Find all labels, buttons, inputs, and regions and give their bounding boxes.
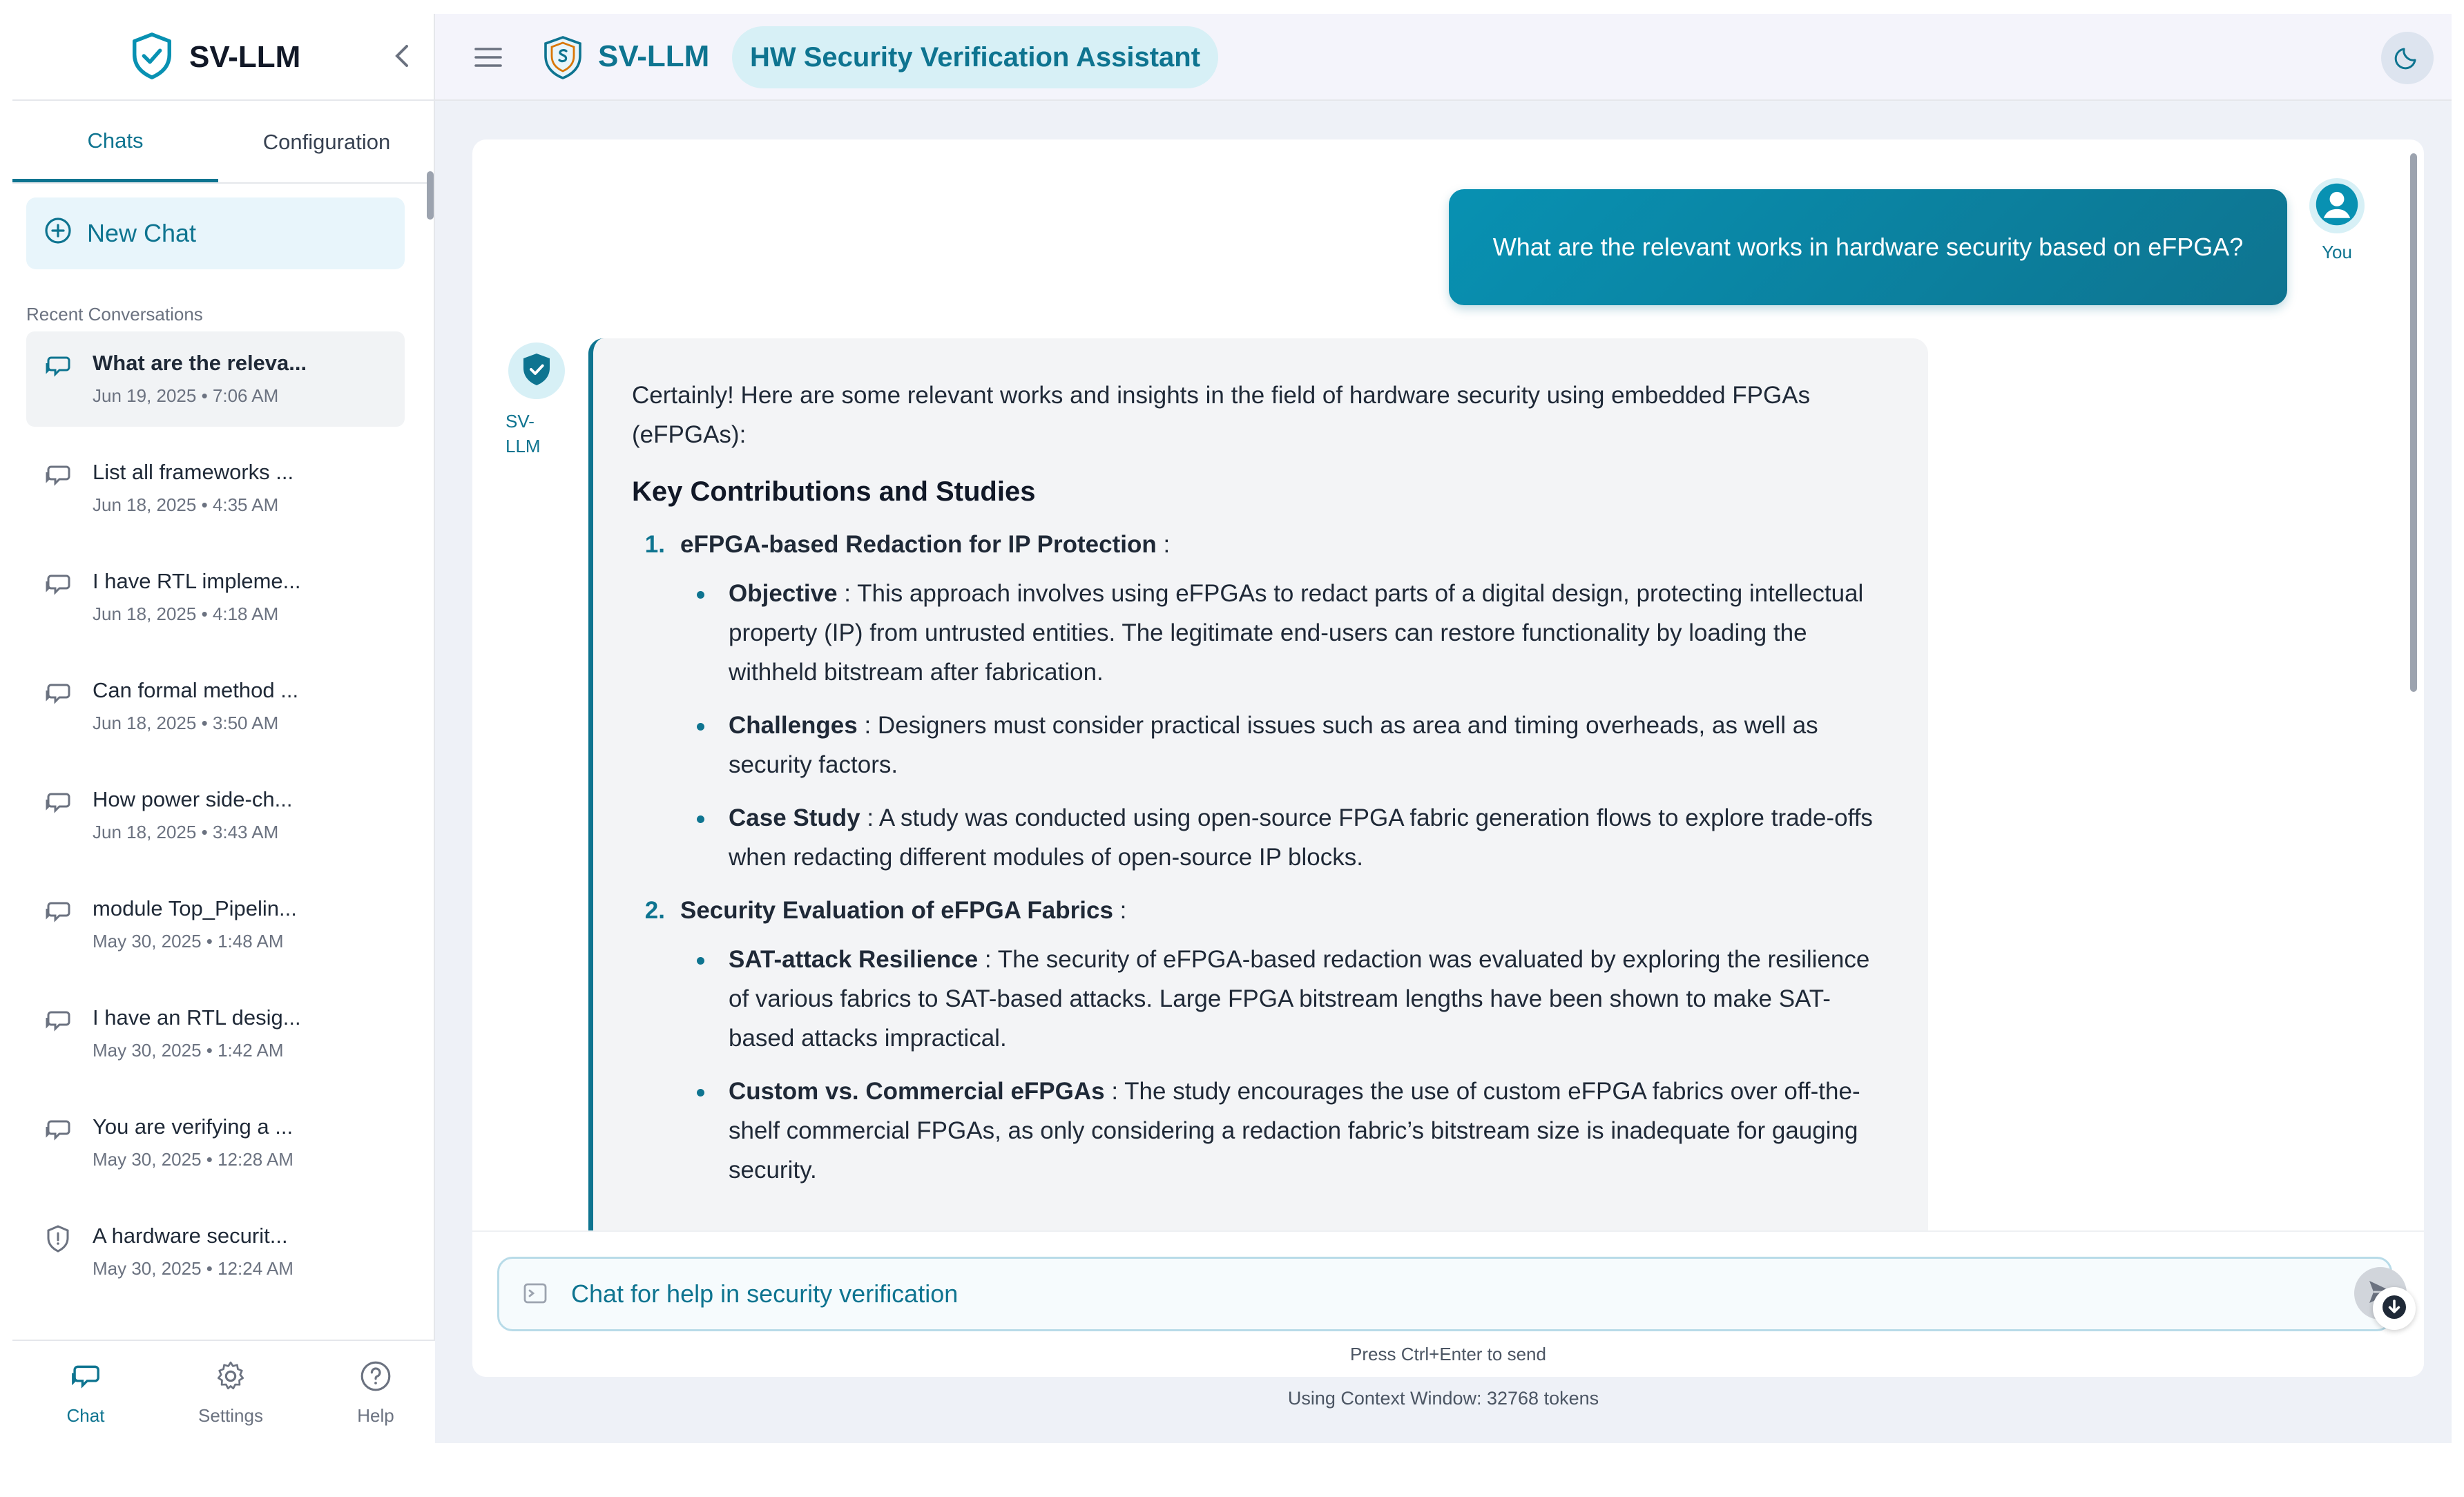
bullet-text: This approach involves using eFPGAs to redact parts of a digital design, protecting intellectual property (IP) from untrusted entities. The legitimate end-users can restore functionality by loading the withheld bitstream after fabrication.: [729, 580, 1864, 686]
bullet-item: Custom vs. Commercial eFPGAs : The study encourages the use of custom eFPGA fabrics over off-the-shelf commercial FPGAs, as only considering a redaction fabric’s bitstream size is inadequate for gauging security.: [632, 1072, 1891, 1190]
conversation-time: May 30, 2025 • 1:48 AM: [93, 931, 284, 952]
footer-nav-chat-label: Chat: [66, 1405, 105, 1426]
shield-check-icon: [130, 32, 174, 84]
footer-nav-chat[interactable]: [37, 1359, 134, 1427]
send-hint: Press Ctrl+Enter to send: [1350, 1344, 1546, 1364]
scroll-down-button[interactable]: [2373, 1287, 2416, 1330]
bullet-dot: [697, 957, 704, 965]
terminal-icon: [521, 1279, 549, 1307]
numbered-section: 2. Security Evaluation of eFPGA Fabrics : SAT-attack Resilience : The security of eFPGA-based redaction was evaluated by exploring the resilience of various fabrics to SAT-based attacks. Large FPGA bitstream lengths have been shown to make SAT-based attacks impractical. Custom vs. Commercial eFPGAs : The study encourages the use of custom eFPGA fabrics over off-the-shelf commercial FPGAs, as only considering a redaction fabric’s bitstream size is inadequate for gauging security.: [632, 891, 1891, 1190]
chat-icon: [68, 1359, 103, 1398]
collapse-sidebar-button[interactable]: [385, 41, 417, 73]
assistant-avatar: [508, 342, 565, 399]
bullet-term: Custom vs. Commercial eFPGAs: [729, 1078, 1105, 1105]
conversation-time: Jun 19, 2025 • 7:06 AM: [93, 385, 279, 406]
chat-panel: [472, 139, 2424, 1377]
section-number: 1.: [644, 531, 665, 558]
gear-icon: [213, 1359, 248, 1398]
chat-icon: [43, 569, 73, 599]
top-bar: [435, 14, 2452, 101]
assistant-intro: Certainly! Here are some relevant works and insights in the field of hardware security using embedded FPGAs (eFPGAs):: [632, 382, 1811, 448]
chat-icon: [43, 787, 73, 818]
shield-logo-icon: [540, 35, 586, 80]
bullet-dot: [697, 815, 704, 823]
sidebar: [12, 14, 435, 1443]
conversation-title: List all frameworks ...: [93, 460, 294, 484]
shield-check-icon: [521, 352, 552, 390]
chat-icon: [43, 1005, 73, 1036]
bullet-text: The security of eFPGA-based redaction was evaluated by exploring the resilience of various fabrics to SAT-based attacks. Large FPGA bitstream lengths have been shown to make SAT-based attacks impractical.: [729, 946, 1870, 1052]
assistant-heading: Key Contributions and Studies: [632, 476, 1036, 507]
conversation-time: Jun 18, 2025 • 3:50 AM: [93, 713, 279, 733]
section-title: eFPGA-based Redaction for IP Protection: [680, 531, 1157, 558]
footer-nav-settings-label: Settings: [198, 1405, 263, 1426]
tab-chats[interactable]: Chats: [12, 102, 218, 182]
sidebar-footer-nav: [12, 1340, 435, 1443]
list-item[interactable]: [26, 550, 405, 645]
list-item[interactable]: [26, 986, 405, 1081]
chat-input-placeholder: Chat for help in security verification: [571, 1279, 959, 1308]
moon-icon: [2394, 43, 2421, 74]
sidebar-header: [12, 14, 435, 101]
shield-icon: [43, 1224, 73, 1254]
chat-icon: [43, 460, 73, 490]
app-title: SV-LLM: [598, 39, 710, 73]
chevron-left-icon: [393, 44, 410, 72]
bullet-text: A study was conducted using open-source FPGA fabric generation flows to explore trade-offs when redacting different modules of open-source IP blocks.: [729, 804, 1873, 871]
conversation-title: A hardware securit...: [93, 1224, 288, 1248]
list-item[interactable]: [26, 331, 405, 427]
conversation-title: I have an RTL desig...: [93, 1005, 301, 1030]
chat-icon: [43, 678, 73, 708]
bullet-text: Designers must consider practical issues such as area and timing overheads, as well as security factors.: [729, 712, 1818, 778]
app-subtitle-badge: HW Security Verification Assistant: [732, 26, 1218, 88]
section-number: 2.: [644, 897, 665, 924]
section-title: Security Evaluation of eFPGA Fabrics: [680, 897, 1113, 924]
conversation-title: You are verifying a ...: [93, 1114, 293, 1139]
bullet-item: SAT-attack Resilience : The security of eFPGA-based redaction was evaluated by exploring the resilience of various fabrics to SAT-based attacks. Large FPGA bitstream lengths have been shown to make SAT-based attacks impractical.: [632, 940, 1891, 1058]
theme-toggle-button[interactable]: [2381, 32, 2434, 84]
tab-configuration[interactable]: Configuration: [262, 130, 391, 154]
chat-scrollbar[interactable]: [2410, 153, 2417, 692]
user-avatar: [2309, 178, 2365, 233]
sidebar-scrollbar[interactable]: [427, 171, 434, 220]
footer-nav-settings[interactable]: [182, 1359, 279, 1427]
footer-nav-help-label: Help: [357, 1405, 394, 1426]
conversation-title: What are the releva...: [93, 351, 307, 375]
bullet-term: SAT-attack Resilience: [729, 946, 979, 973]
sidebar-brand: [130, 29, 300, 86]
chat-icon: [43, 896, 73, 927]
main-area: [435, 14, 2452, 1443]
list-item[interactable]: [26, 877, 405, 972]
list-item[interactable]: [26, 659, 405, 754]
conversation-title: module Top_Pipelin...: [93, 896, 297, 920]
conversation-title: I have RTL impleme...: [93, 569, 301, 593]
conversation-time: May 30, 2025 • 1:42 AM: [93, 1040, 284, 1061]
bullet-text: The study encourages the use of custom eFPGA fabrics over off-the-shelf commercial FPGAs, as only considering a redaction fabric’s bitstream size is inadequate for gauging security.: [729, 1078, 1860, 1184]
footer-nav-help[interactable]: [327, 1359, 424, 1427]
bullet-term: Objective: [729, 580, 838, 607]
bullet-dot: [697, 1089, 704, 1097]
assistant-label: SV-LLM: [506, 411, 541, 456]
plus-circle-icon: [44, 217, 72, 251]
bullet-term: Challenges: [729, 712, 858, 739]
list-item[interactable]: [26, 441, 405, 536]
list-item[interactable]: [26, 768, 405, 863]
context-window-status: Using Context Window: 32768 tokens: [1287, 1388, 1599, 1409]
chat-input[interactable]: [497, 1257, 2392, 1331]
sidebar-tabs: [12, 102, 435, 184]
chat-icon: [43, 351, 73, 381]
chat-icon: [43, 1114, 73, 1145]
list-item[interactable]: [26, 1095, 405, 1190]
bullet-item: Case Study : A study was conducted using open-source FPGA fabric generation flows to explore trade-offs when redacting different modules of open-source IP blocks.: [632, 798, 1891, 877]
user-message-bubble: What are the relevant works in hardware security based on eFPGA?: [1449, 189, 2287, 305]
assistant-message-bubble: [588, 338, 1928, 1377]
composer: [472, 1230, 2424, 1377]
conversation-time: Jun 18, 2025 • 4:35 AM: [93, 494, 279, 515]
arrow-down-circle-icon: [2380, 1293, 2408, 1324]
conversation-title: Can formal method ...: [93, 678, 299, 702]
new-chat-label: New Chat: [87, 219, 197, 247]
conversation-title: How power side-ch...: [93, 787, 293, 811]
list-item[interactable]: [26, 1204, 405, 1300]
conversation-list: [26, 331, 405, 1353]
conversation-time: May 30, 2025 • 12:24 AM: [93, 1258, 293, 1279]
menu-button[interactable]: [471, 41, 506, 76]
sidebar-brand-title: SV-LLM: [189, 40, 301, 74]
conversation-time: May 30, 2025 • 12:28 AM: [93, 1149, 293, 1170]
recent-conversations-heading: Recent Conversations: [26, 304, 203, 325]
conversation-time: Jun 18, 2025 • 3:43 AM: [93, 822, 279, 842]
bullet-dot: [697, 723, 704, 731]
bullet-term: Case Study: [729, 804, 860, 831]
numbered-section: 1. eFPGA-based Redaction for IP Protection : Objective : This approach involves using eFPGAs to redact parts of a digital design, protecting intellectual property (IP) from untrusted entities. The legitimate end-users can restore functionality by loading the withheld bitstream after fabrication. Challenges : Designers must consider practical issues such as area and timing overheads, as well as security factors. Case Study : A study was conducted using open-source FPGA fabric generation flows to explore trade-offs when redacting different modules of open-source IP blocks.: [632, 525, 1891, 877]
help-icon: [358, 1359, 393, 1398]
bullet-dot: [697, 591, 704, 599]
user-label: You: [2322, 242, 2352, 262]
hamburger-icon: [473, 45, 503, 73]
user-icon: [2314, 182, 2360, 231]
bullet-item: Challenges : Designers must consider practical issues such as area and timing overheads, as well as security factors.: [632, 706, 1891, 784]
conversation-time: Jun 18, 2025 • 4:18 AM: [93, 603, 279, 624]
new-chat-button[interactable]: [26, 197, 405, 269]
bullet-item: Objective : This approach involves using eFPGAs to redact parts of a digital design, protecting intellectual property (IP) from untrusted entities. The legitimate end-users can restore functionality by loading the withheld bitstream after fabrication.: [632, 574, 1891, 692]
